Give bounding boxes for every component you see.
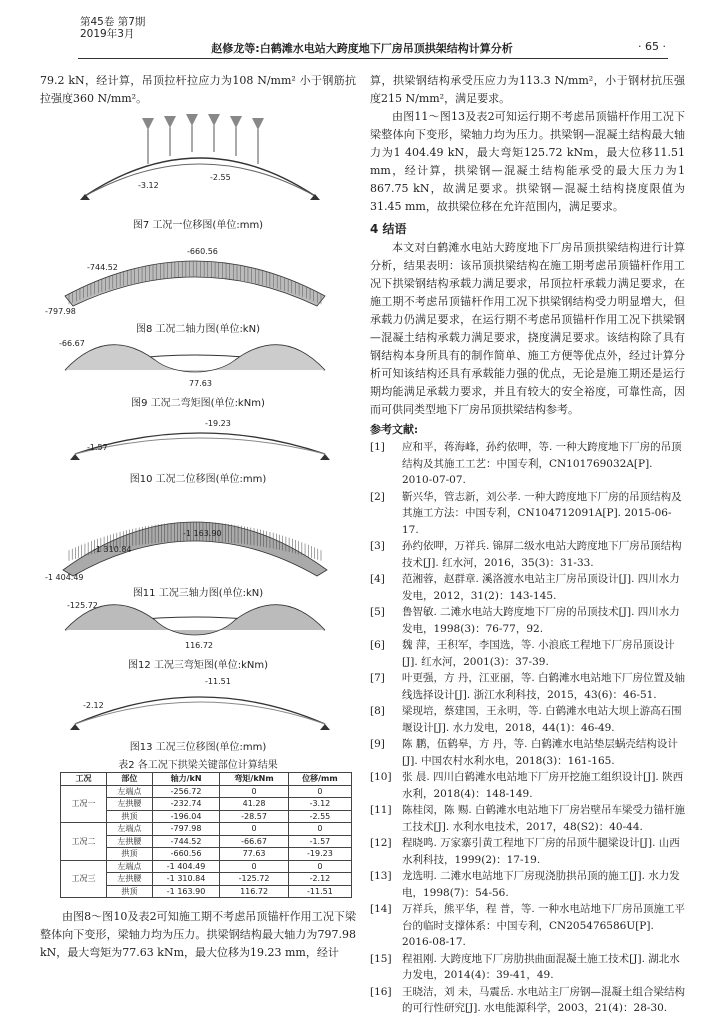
- figure-10: [55, 410, 345, 466]
- reference-number: [7]: [370, 672, 385, 684]
- cell: -2.12: [288, 873, 351, 886]
- fig13-label-1: -11.51: [205, 677, 231, 686]
- volume-label: 第45卷 第7期: [80, 16, 146, 28]
- cell: -3.12: [288, 798, 351, 811]
- cell: -2.55: [288, 810, 351, 823]
- fig10-caption: 图10 工况二位移图(单位:mm): [129, 474, 267, 485]
- reference-item: [370, 802, 685, 835]
- figure-7: [70, 108, 330, 212]
- table-header-row: [61, 773, 352, 786]
- fig9-moment-fill: [65, 345, 325, 372]
- page-number: · 65 ·: [638, 40, 666, 53]
- reference-item: [370, 868, 685, 901]
- cell: -66.67: [220, 835, 289, 848]
- th-displacement: 位移/mm: [288, 773, 351, 786]
- cell: -1 404.49: [152, 860, 219, 873]
- reference-number: [13]: [370, 870, 392, 882]
- fig7-label-2: -2.55: [210, 173, 231, 182]
- cell: -19.23: [288, 848, 351, 861]
- fig8-caption: 图8 工况二轴力图(单位:kN): [136, 324, 260, 335]
- cell: 0: [220, 785, 289, 798]
- reference-text: 王晓洁，刘 未，马震岳. 水电站主厂房钢—混凝土组合梁结构的可行性研究[J]. 水电能源科学，2003，21(4)：28-30.: [402, 985, 686, 1014]
- cell: 拱顶: [106, 810, 152, 823]
- results-table: [60, 772, 352, 898]
- right-column: [370, 72, 685, 1017]
- page-header: [0, 0, 724, 60]
- fig8-label-2: -744.52: [87, 263, 118, 272]
- left-column: [40, 72, 356, 108]
- reference-item: [370, 835, 685, 868]
- cell: 0: [220, 823, 289, 836]
- reference-text: 程祖刚. 大跨度地下厂房肋拱曲面混凝土施工技术[J]. 湖北水力发电，2014(4)：39-41，49.: [402, 952, 680, 981]
- table-row: [61, 823, 352, 836]
- reference-item: [370, 489, 685, 539]
- cell: 左端点: [106, 860, 152, 873]
- cell: 41.28: [220, 798, 289, 811]
- running-title: 赵修龙等:白鹤滩水电站大跨度地下厂房吊顶拱架结构计算分析: [211, 42, 513, 55]
- reference-text: 孙约依呷，万祥兵. 锦屏二级水电站大跨度地下厂房吊顶结构技术[J]. 红水河，2016，35(3)：31-33.: [402, 540, 682, 569]
- reference-list: [370, 439, 685, 1017]
- reference-number: [10]: [370, 771, 392, 783]
- cell: 116.72: [220, 885, 289, 898]
- fig8-label-1: -660.56: [187, 247, 218, 256]
- th-case: 工况: [61, 773, 107, 786]
- reference-text: 应和平，蒋海峰，孙约依呷，等. 一种大跨度地下厂房的吊顶结构及其施工工艺：中国专利，CN101769032A[P]. 2010-07-07.: [402, 441, 682, 486]
- cell: 拱顶: [106, 848, 152, 861]
- fig11-label-3: -1 404.49: [45, 573, 84, 582]
- cell: 0: [220, 860, 289, 873]
- cell: 左端点: [106, 785, 152, 798]
- cell: -125.72: [220, 873, 289, 886]
- cell: -744.52: [152, 835, 219, 848]
- cell: -11.51: [288, 885, 351, 898]
- reference-number: [2]: [370, 490, 385, 503]
- reference-number: [14]: [370, 903, 392, 915]
- reference-number: [3]: [370, 540, 385, 552]
- right-para-2: 由图11～图13及表2可知运行期不考虑吊顶锚杆作用工况下梁整体向下变形，梁轴力均为压力。拱梁钢—混凝土结构最大轴力为1 404.49 kN，最大弯矩125.72 kNm，最大位移11.51 mm，经计算，拱梁钢—混凝土结构能承受的最大压力为1 867.75 kN，故满足要求。拱梁钢—混凝土结构挠度限值为31.45 mm，故拱梁位移在允许范围内，满足要求。: [370, 110, 685, 213]
- cell: 0: [288, 823, 351, 836]
- cell: -256.72: [152, 785, 219, 798]
- figure-12: [45, 600, 345, 650]
- reference-number: [11]: [370, 804, 392, 816]
- fig8-label-3: -797.98: [45, 307, 76, 316]
- case-cell: 工况二: [61, 823, 107, 861]
- fig9-caption: 图9 工况二弯矩图(单位:kNm): [131, 398, 265, 409]
- fig7-arch-deformed: [85, 164, 315, 196]
- reference-text: 梁现培，蔡建国，王永明，等. 白鹤滩水电站大坝上游高石围堰设计[J]. 水力发电，2018，44(1)：46-49.: [402, 705, 682, 734]
- fig7-label-1: -3.12: [138, 181, 159, 190]
- reference-item: [370, 769, 685, 802]
- cell: 0: [288, 785, 351, 798]
- fig10-label-1: -19.23: [205, 419, 231, 428]
- fig11-label-1: -1 163.90: [183, 529, 222, 538]
- reference-item: [370, 637, 685, 670]
- reference-text: 张 晨. 四川白鹤滩水电站地下厂房开挖施工组织设计[J]. 陕西水利，2018(4)：148-149.: [402, 771, 684, 800]
- journal-issue: [80, 16, 145, 40]
- fig9-label-1: -66.67: [59, 339, 85, 348]
- cell: 77.63: [220, 848, 289, 861]
- fig10-label-2: -1.57: [87, 443, 108, 452]
- reference-item: [370, 984, 685, 1017]
- fig12-moment-fill: [65, 605, 325, 635]
- reference-item: [370, 736, 685, 769]
- fig9-label-2: 77.63: [189, 379, 212, 388]
- reference-text: 魏 萍，王积军，李国选，等. 小浪底工程地下厂房吊顶设计[J]. 红水河，2001(3)：37-39.: [402, 639, 675, 668]
- reference-text: 范湘蓉，赵群章. 溪洛渡水电站主厂房吊顶设计[J]. 四川水力发电，2012，31(2)：143-145.: [402, 573, 680, 602]
- fig10-arch-deformed: [75, 438, 325, 454]
- fig12-label-1: -125.72: [67, 601, 98, 610]
- table-row: [61, 785, 352, 798]
- th-moment: 弯矩/kNm: [220, 773, 289, 786]
- case-cell: 工况三: [61, 860, 107, 898]
- cell: 0: [288, 860, 351, 873]
- reference-number: [6]: [370, 639, 385, 651]
- reference-item: [370, 538, 685, 571]
- reference-number: [16]: [370, 985, 392, 998]
- reference-text: 万祥兵，熊平华，程 普，等. 一种水电站地下厂房吊顶施工平台的临时支撑体系：中国专利，CN205476586U[P]. 2016-08-17.: [402, 903, 686, 948]
- conclusion-paragraph: 本文对白鹤滩水电站大跨度地下厂房吊顶拱梁结构进行计算分析，结果表明：该吊顶拱梁结构在施工期考虑吊顶锚杆作用工况下拱梁钢结构承载力满足要求，吊顶拉杆承载力满足要求，在施工期不考虑吊顶锚杆作用工况下拱梁钢结构受力明显增大，但承载力仍满足要求，在运行期不考虑吊顶锚杆作用工况下拱梁钢—混凝土结构承载力满足要求，挠度满足要求。该结构除了具有钢结构本身所具有的制作简单、施工方便等优点外，经过计算分析可知该结构还具有承载能力强的优点，无论是施工期还是运行期均能满足承载力要求，并且有较大的安全裕度，可靠性高，因而可供同类型地下厂房吊顶拱梁结构参考。: [370, 241, 685, 416]
- table2-title: 表2 各工况下拱梁关键部位计算结果: [118, 760, 278, 771]
- reference-number: [9]: [370, 738, 385, 750]
- th-position: 部位: [106, 773, 152, 786]
- fig12-label-2: 116.72: [185, 641, 213, 650]
- fig7-hanger-heads: [142, 114, 264, 130]
- cell: -1 310.84: [152, 873, 219, 886]
- reference-text: 陈 鹏，伍鹤皋，方 丹，等. 白鹤滩水电站垫层蜗壳结构设计[J]. 中国农村水利水电，2018(3)：161-165.: [402, 738, 678, 767]
- section-title: 4 结语: [370, 222, 407, 236]
- closing-paragraph: 由图8～图10及表2可知施工期不考虑吊顶锚杆作用工况下梁整体向下变形，梁轴力均为压力。拱梁钢结构最大轴力为797.98 kN，最大弯矩为77.63 kNm，最大位移为19.23 mm，经计: [40, 910, 356, 959]
- cell: -660.56: [152, 848, 219, 861]
- left-closing: [40, 908, 356, 962]
- table-row: [61, 860, 352, 873]
- cell: -797.98: [152, 823, 219, 836]
- intro-paragraph: 79.2 kN，经计算，吊顶拉杆拉应力为108 N/mm² 小于钢筋抗拉强度360 N/mm²。: [40, 74, 356, 105]
- date-label: 2019年3月: [80, 28, 135, 40]
- reference-item: [370, 439, 685, 489]
- reference-item: [370, 951, 685, 984]
- reference-text: 鲁智敏. 二滩水电站大跨度地下厂房的吊顶技术[J]. 四川水力发电，1998(3)：76-77，92.: [402, 606, 680, 635]
- reference-text: 陈桂闵，陈 赐. 白鹤滩水电站地下厂房岩壁吊车梁受力锚杆施工技术[J]. 水利水电技术，2017，48(S2)：40-44.: [402, 804, 686, 833]
- cell: -232.74: [152, 798, 219, 811]
- cell: 拱顶: [106, 885, 152, 898]
- reference-number: [12]: [370, 837, 392, 849]
- cell: -28.57: [220, 810, 289, 823]
- reference-item: [370, 901, 685, 951]
- reference-number: [1]: [370, 441, 385, 453]
- cell: 左拱腰: [106, 835, 152, 848]
- figure-13: [55, 672, 345, 734]
- reference-text: 叶更强，方 丹，江亚丽，等. 白鹤滩水电站地下厂房位置及轴线选择设计[J]. 浙江水利科技，2015，43(6)：46-51.: [402, 672, 686, 701]
- figure-11: [45, 488, 345, 582]
- fig13-arch-original: [75, 697, 325, 724]
- reference-number: [4]: [370, 573, 385, 585]
- fig7-hangers: [148, 114, 258, 164]
- th-axial: 轴力/kN: [152, 773, 219, 786]
- fig13-label-2: -2.12: [83, 701, 104, 710]
- fig10-supports: [70, 454, 330, 460]
- reference-text: 程晓鸣. 万家寨引黄工程地下厂房的吊顶牛腿梁设计[J]. 山西水利科技，1999(2)：17-19.: [402, 837, 680, 866]
- fig11-caption: 图11 工况三轴力图(单位:kN): [132, 588, 264, 599]
- reference-item: [370, 670, 685, 703]
- fig13-caption: 图13 工况三位移图(单位:mm): [129, 742, 267, 753]
- right-para-1: 算，拱梁钢结构承受压应力为113.3 N/mm²，小于钢材抗压强度215 N/mm²，满足要求。: [370, 74, 685, 105]
- reference-item: [370, 571, 685, 604]
- cell: 左端点: [106, 823, 152, 836]
- figure-8: [45, 232, 345, 316]
- cell: -196.04: [152, 810, 219, 823]
- header-rule: [78, 58, 668, 59]
- reference-item: [370, 604, 685, 637]
- reference-text: 龙选明. 二滩水电站地下厂房现浇肋拱吊顶的施工[J]. 水力发电，1998(7)：54-56.: [402, 870, 680, 899]
- fig10-arch-original: [75, 433, 325, 454]
- fig11-label-2: -1 310.84: [93, 545, 132, 554]
- reference-number: [8]: [370, 705, 385, 717]
- reference-item: [370, 703, 685, 736]
- fig7-supports: [80, 194, 320, 200]
- case-cell: 工况一: [61, 785, 107, 823]
- reference-text: 靳兴华，管志新，刘公孝. 一种大跨度地下厂房的吊顶结构及其施工方法：中国专利，CN104712091A[P]. 2015-06-17.: [402, 490, 682, 536]
- cell: -1 163.90: [152, 885, 219, 898]
- reference-number: [5]: [370, 606, 385, 618]
- reference-number: [15]: [370, 952, 392, 965]
- fig13-supports: [70, 724, 330, 730]
- fig12-caption: 图12 工况三弯矩图(单位:kNm): [127, 660, 269, 671]
- fig13-arch-deformed: [75, 702, 325, 724]
- fig7-caption: 图7 工况一位移图(单位:mm): [132, 220, 264, 231]
- cell: -1.57: [288, 835, 351, 848]
- figure-9: [45, 336, 345, 390]
- cell: 左拱腰: [106, 798, 152, 811]
- cell: 左拱腰: [106, 873, 152, 886]
- references-title: 参考文献:: [370, 423, 419, 436]
